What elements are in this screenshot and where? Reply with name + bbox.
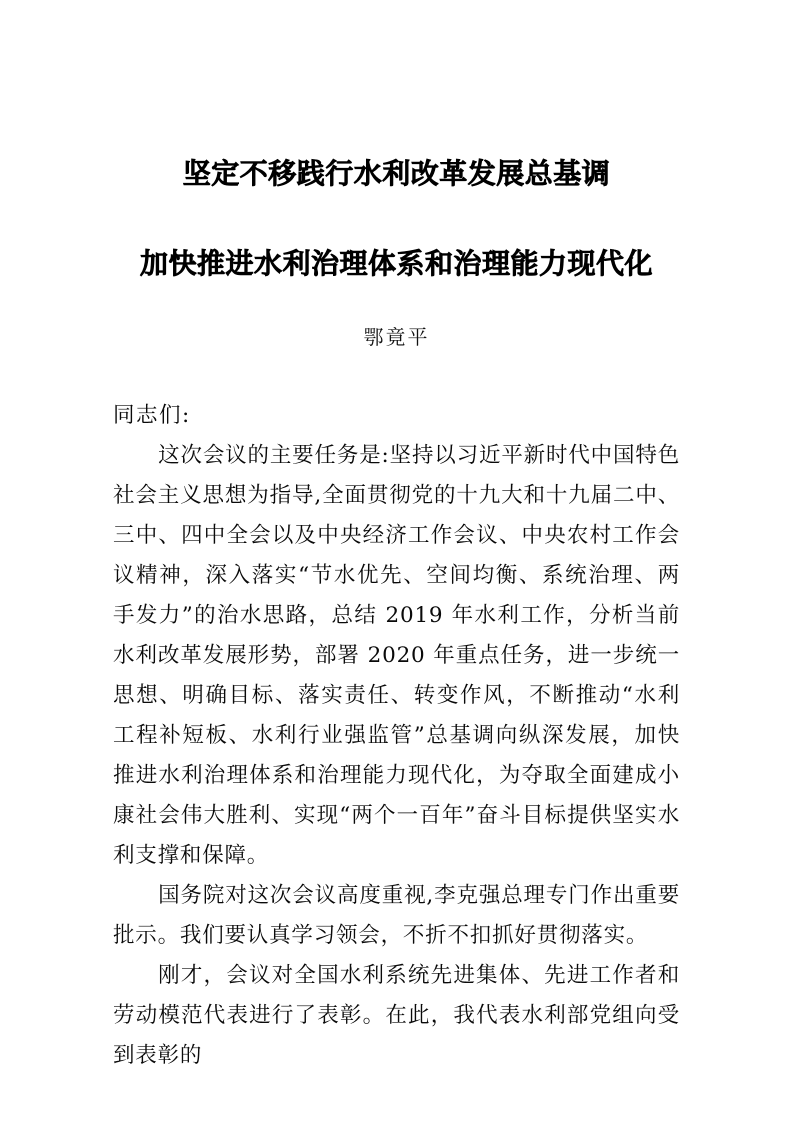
author-name: 鄂竟平 [363,325,430,349]
document-body [113,396,680,1076]
body-paragraph: 刚才，会议对全国水利系统先进集体、先进工作者和劳动模范代表进行了表彰。在此，我代表水利部党组向受到表彰的 [113,963,680,1068]
page-title-line-2: 加快推进水利治理体系和治理能力现代化 [139,247,653,280]
page-title-line-1: 坚定不移践行水利改革发展总基调 [182,157,611,190]
salutation: 同志们: [113,403,191,428]
body-paragraph: 这次会议的主要任务是:坚持以习近平新时代中国特色社会主义思想为指导,全面贯彻党的十九大和十九届二中、三中、四中全会以及中央经济工作会议、中央农村工作会议精神，深入落实“节水优先、空间均衡、系统治理、两手发力”的治水思路，总结 2019 年水利工作，分析当前水利改革发展形势，部署 2020 年重点任务，进一步统一思想、明确目标、落实责任、转变作风，不断推动“水利工程补短板、水利行业强监管”总基调向纵深发展，加快推进水利治理体系和治理能力现代化，为夺取全面建成小康社会伟大胜利、实现“两个一百年”奋斗目标提供坚实水利支撑和保障。 [113,443,680,868]
document-title-block [0,152,793,286]
body-paragraph: 国务院对这次会议高度重视,李克强总理专门作出重要批示。我们要认真学习领会，不折不扣抓好贯彻落实。 [113,883,680,948]
